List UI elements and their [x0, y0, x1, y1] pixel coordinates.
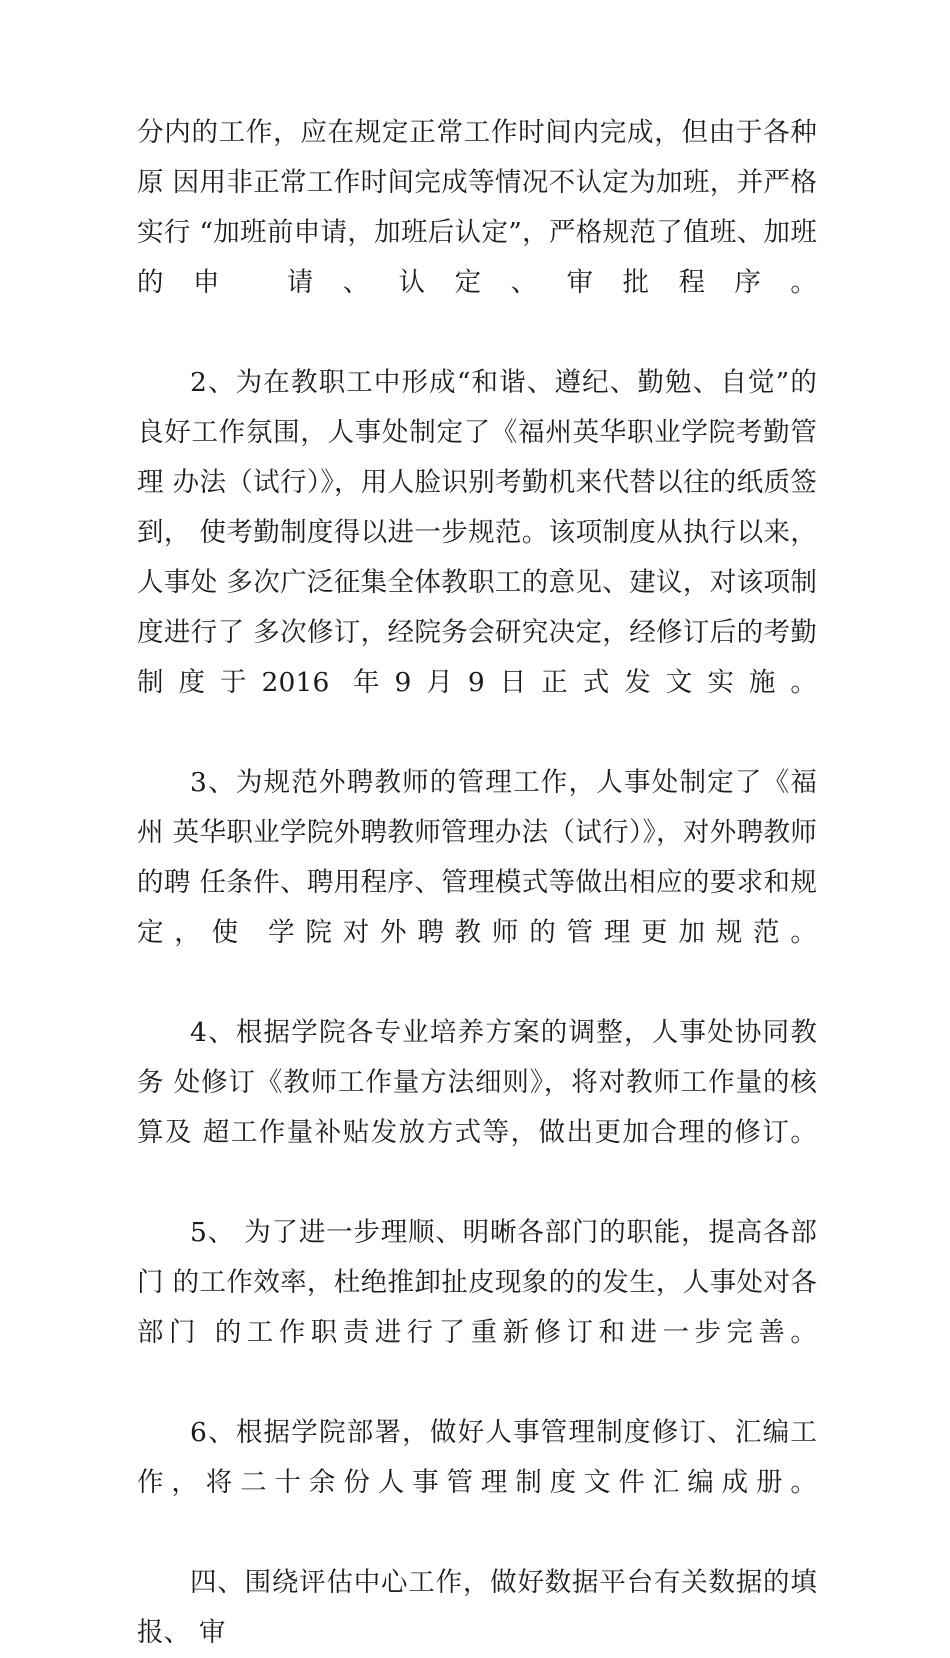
paragraph-item-6: 6、根据学院部署，做好人事管理制度修订、汇编工作，将二十余份人事管理制度文件汇编成册。	[137, 1417, 817, 1498]
paragraph-section-4: 四、围绕评估中心工作，做好数据平台有关数据的填报、 审	[137, 1567, 817, 1648]
paragraph-item-3: 3、为规范外聘教师的管理工作，人事处制定了《福州 英华职业学院外聘教师管理办法（试行）》，对外聘教师的聘 任条件、聘用程序、管理模式等做出相应的要求和规定，使 学院对外聘教师的管理更加规范。	[137, 767, 817, 948]
paragraph-item-2: 2、为在教职工中形成“和谐、遵纪、勤勉、自觉”的 良好工作氛围，人事处制定了《福州英华职业学院考勤管理 办法（试行）》，用人脸识别考勤机来代替以往的纸质签到， 使考勤制度得以进一步规范。该项制度从执行以来，人事处 多次广泛征集全体教职工的意见、建议，对该项制度进行了 多次修订，经院务会研究决定，经修订后的考勤制度于2016 年9月9日正式发文实施。	[137, 367, 817, 698]
paragraph-item-4: 4、根据学院各专业培养方案的调整，人事处协同教务 处修订《教师工作量方法细则》，将对教师工作量的核算及 超工作量补贴发放方式等，做出更加合理的修订。	[137, 1017, 817, 1148]
paragraph-item-5: 5、 为了进一步理顺、明晰各部门的职能，提高各部门 的工作效率，杜绝推卸扯皮现象的的发生，人事处对各部门 的工作职责进行了重新修订和进一步完善。	[137, 1217, 817, 1348]
paragraph-continuation: 分内的工作，应在规定正常工作时间内完成，但由于各种原 因用非正常工作时间完成等情况不认定为加班，并严格实行 “加班前申请，加班后认定”，严格规范了值班、加班的申 请、认定、审批程序。	[137, 117, 817, 298]
document-body	[137, 108, 817, 1658]
